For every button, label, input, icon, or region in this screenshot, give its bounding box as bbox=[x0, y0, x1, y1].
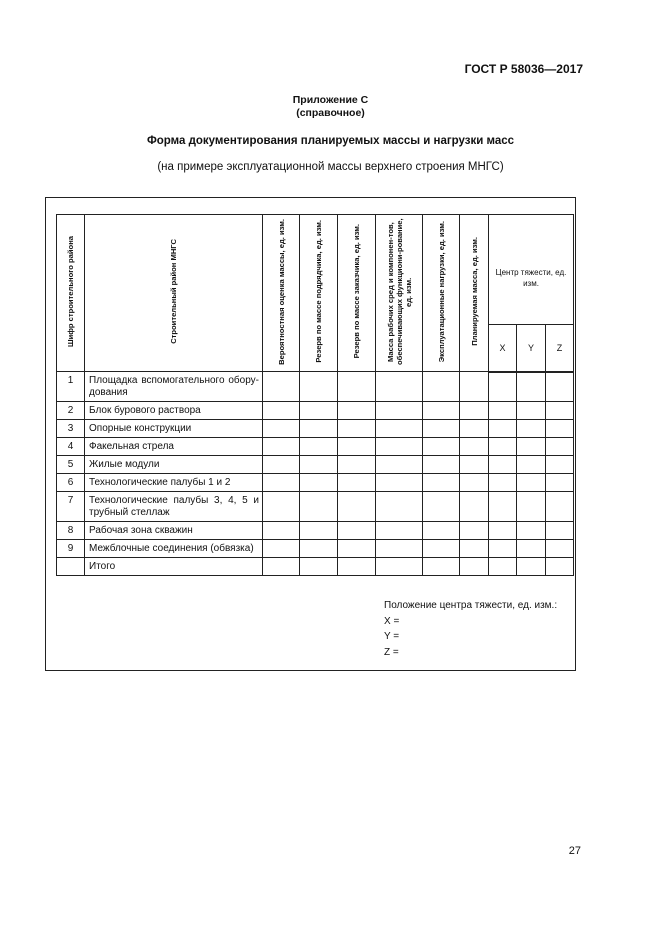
table-cell-empty bbox=[376, 474, 423, 492]
table-cell-empty bbox=[376, 492, 423, 522]
table-cell-empty bbox=[489, 558, 517, 576]
table-cell-empty bbox=[423, 558, 460, 576]
row-district-name: Площадка вспомогательного обору-дования bbox=[85, 372, 263, 402]
table-cell-empty bbox=[517, 474, 546, 492]
table-cell-empty bbox=[517, 540, 546, 558]
col-header-customer: Резерв по массе заказчика, ед. изм. bbox=[338, 215, 376, 372]
table-cell-empty bbox=[546, 492, 574, 522]
table-cell-empty bbox=[460, 474, 489, 492]
table-cell-empty bbox=[517, 402, 546, 420]
table-cell-empty bbox=[546, 522, 574, 540]
col-header-y: Y bbox=[517, 324, 546, 372]
form-subtitle: (на примере эксплуатационной массы верхнего строения МНГС) bbox=[157, 161, 504, 173]
row-district-name: Факельная стрела bbox=[85, 438, 263, 456]
table-cell-empty bbox=[546, 420, 574, 438]
table-cell-empty bbox=[423, 456, 460, 474]
table-cell-empty bbox=[460, 558, 489, 576]
page-number: 27 bbox=[568, 845, 581, 857]
table-cell-empty bbox=[376, 558, 423, 576]
table-cell-empty bbox=[423, 474, 460, 492]
table-cell-empty bbox=[263, 558, 300, 576]
table-cell-empty bbox=[460, 420, 489, 438]
table-row bbox=[57, 558, 574, 576]
col-header-x: X bbox=[489, 324, 517, 372]
table-cell-empty bbox=[338, 456, 376, 474]
table-cell-empty bbox=[460, 372, 489, 402]
table-cell-empty bbox=[489, 492, 517, 522]
table-cell-empty bbox=[489, 456, 517, 474]
table-cell-empty bbox=[546, 456, 574, 474]
row-number: 9 bbox=[57, 540, 85, 558]
table-row bbox=[57, 456, 574, 474]
table-row bbox=[57, 522, 574, 540]
table-row bbox=[57, 438, 574, 456]
table-cell-empty bbox=[517, 438, 546, 456]
col-header-probable: Вероятностная оценка массы, ед. изм. bbox=[263, 215, 300, 372]
table-cell-empty bbox=[263, 456, 300, 474]
row-number: 8 bbox=[57, 522, 85, 540]
table-cell-empty bbox=[546, 474, 574, 492]
table-header-row bbox=[57, 215, 574, 325]
table-cell-empty bbox=[300, 540, 338, 558]
table-cell-empty bbox=[300, 558, 338, 576]
col-header-operational: Эксплуатационные нагрузки, ед. изм. bbox=[423, 215, 460, 372]
table-cell-empty bbox=[376, 402, 423, 420]
table-cell-empty bbox=[460, 456, 489, 474]
row-district-name: Технологические палубы 1 и 2 bbox=[85, 474, 263, 492]
table-cell-empty bbox=[460, 438, 489, 456]
table-row bbox=[57, 402, 574, 420]
table-cell-empty bbox=[460, 522, 489, 540]
table-body bbox=[57, 372, 574, 576]
table-row bbox=[57, 540, 574, 558]
table-cell-empty bbox=[546, 558, 574, 576]
table-cell-empty bbox=[460, 540, 489, 558]
table-cell-empty bbox=[546, 438, 574, 456]
table-cell-empty bbox=[489, 438, 517, 456]
table-cell-empty bbox=[546, 372, 574, 402]
row-district-name: Технологические палубы 3, 4, 5 и трубный стеллаж bbox=[85, 492, 263, 522]
col-header-contractor: Резерв по массе подрядчика, ед. изм. bbox=[300, 215, 338, 372]
table-cell-empty bbox=[300, 492, 338, 522]
col-header-cog: Центр тяжести, ед. изм. bbox=[489, 215, 574, 325]
table-cell-empty bbox=[517, 456, 546, 474]
table-cell-empty bbox=[338, 540, 376, 558]
table-cell-empty bbox=[376, 438, 423, 456]
appendix-title: Приложение С bbox=[292, 94, 369, 106]
table-cell-empty bbox=[546, 540, 574, 558]
table-cell-empty bbox=[263, 402, 300, 420]
row-number bbox=[57, 558, 85, 576]
table-cell-empty bbox=[263, 474, 300, 492]
table-cell-empty bbox=[423, 540, 460, 558]
col-header-code: Шифр строительного района bbox=[57, 215, 85, 372]
table-cell-empty bbox=[423, 372, 460, 402]
table-cell-empty bbox=[546, 402, 574, 420]
cog-note-x: X = bbox=[384, 615, 400, 627]
col-header-media: Масса рабочих сред и компонен-тов, обеспечивающих функциони-рование, ед. изм. bbox=[376, 215, 423, 372]
table-cell-empty bbox=[376, 456, 423, 474]
row-district-name: Межблочные соединения (обвязка) bbox=[85, 540, 263, 558]
cog-note-y: Y = bbox=[384, 631, 400, 642]
table-cell-empty bbox=[489, 540, 517, 558]
table-cell-empty bbox=[338, 474, 376, 492]
table-cell-empty bbox=[489, 522, 517, 540]
table-cell-empty bbox=[338, 492, 376, 522]
standard-number: ГОСТ Р 58036—2017 bbox=[464, 62, 583, 76]
mass-table bbox=[56, 214, 574, 576]
table-cell-empty bbox=[300, 420, 338, 438]
table-cell-empty bbox=[300, 522, 338, 540]
table-cell-empty bbox=[263, 420, 300, 438]
table-cell-empty bbox=[338, 420, 376, 438]
row-district-name: Блок бурового раствора bbox=[85, 402, 263, 420]
table-cell-empty bbox=[300, 456, 338, 474]
table-cell-empty bbox=[263, 522, 300, 540]
table-cell-empty bbox=[376, 522, 423, 540]
row-number: 5 bbox=[57, 456, 85, 474]
table-cell-empty bbox=[489, 372, 517, 402]
col-header-z: Z bbox=[546, 324, 574, 372]
table-cell-empty bbox=[338, 522, 376, 540]
table-cell-empty bbox=[460, 492, 489, 522]
table-cell-empty bbox=[423, 522, 460, 540]
row-number: 2 bbox=[57, 402, 85, 420]
table-cell-empty bbox=[517, 372, 546, 402]
table-cell-empty bbox=[376, 540, 423, 558]
table-cell-empty bbox=[489, 474, 517, 492]
cog-note-z: Z = bbox=[384, 646, 399, 658]
table-cell-empty bbox=[263, 492, 300, 522]
table-cell-empty bbox=[517, 522, 546, 540]
table-cell-empty bbox=[300, 438, 338, 456]
table-cell-empty bbox=[300, 402, 338, 420]
table-cell-empty bbox=[263, 372, 300, 402]
table-cell-empty bbox=[338, 438, 376, 456]
table-cell-empty bbox=[338, 558, 376, 576]
table-cell-empty bbox=[517, 420, 546, 438]
form-title: Форма документирования планируемых массы и нагрузки масс bbox=[146, 135, 515, 147]
row-number: 4 bbox=[57, 438, 85, 456]
table-cell-empty bbox=[423, 438, 460, 456]
table-cell-empty bbox=[263, 438, 300, 456]
cog-note bbox=[384, 598, 557, 660]
table-row bbox=[57, 420, 574, 438]
row-number: 7 bbox=[57, 492, 85, 522]
table-cell-empty bbox=[517, 492, 546, 522]
table-cell-empty bbox=[300, 372, 338, 402]
table-cell-empty bbox=[376, 372, 423, 402]
table-cell-empty bbox=[338, 402, 376, 420]
cog-note-title: Положение центра тяжести, ед. изм.: bbox=[384, 600, 558, 611]
table-cell-empty bbox=[423, 492, 460, 522]
row-number: 1 bbox=[57, 372, 85, 402]
table-row bbox=[57, 372, 574, 402]
row-district-name: Рабочая зона скважин bbox=[85, 522, 263, 540]
table-cell-empty bbox=[460, 402, 489, 420]
row-district-name: Опорные конструкции bbox=[85, 420, 263, 438]
table-cell-empty bbox=[489, 420, 517, 438]
table-cell-empty bbox=[263, 540, 300, 558]
table-cell-empty bbox=[423, 402, 460, 420]
table-cell-empty bbox=[489, 402, 517, 420]
row-number: 3 bbox=[57, 420, 85, 438]
table-cell-empty bbox=[423, 420, 460, 438]
appendix-status: (справочное) bbox=[296, 107, 365, 119]
col-header-planned: Планируемая масса, ед. изм. bbox=[460, 215, 489, 372]
table-row bbox=[57, 492, 574, 522]
table-cell-empty bbox=[300, 474, 338, 492]
table-cell-empty bbox=[376, 420, 423, 438]
table-cell-empty bbox=[517, 558, 546, 576]
row-district-name: Жилые модули bbox=[85, 456, 263, 474]
table-cell-empty bbox=[338, 372, 376, 402]
table-row bbox=[57, 474, 574, 492]
row-number: 6 bbox=[57, 474, 85, 492]
col-header-district: Строительный район МНГС bbox=[85, 215, 263, 372]
row-district-name: Итого bbox=[85, 558, 263, 576]
appendix-heading bbox=[0, 94, 661, 120]
